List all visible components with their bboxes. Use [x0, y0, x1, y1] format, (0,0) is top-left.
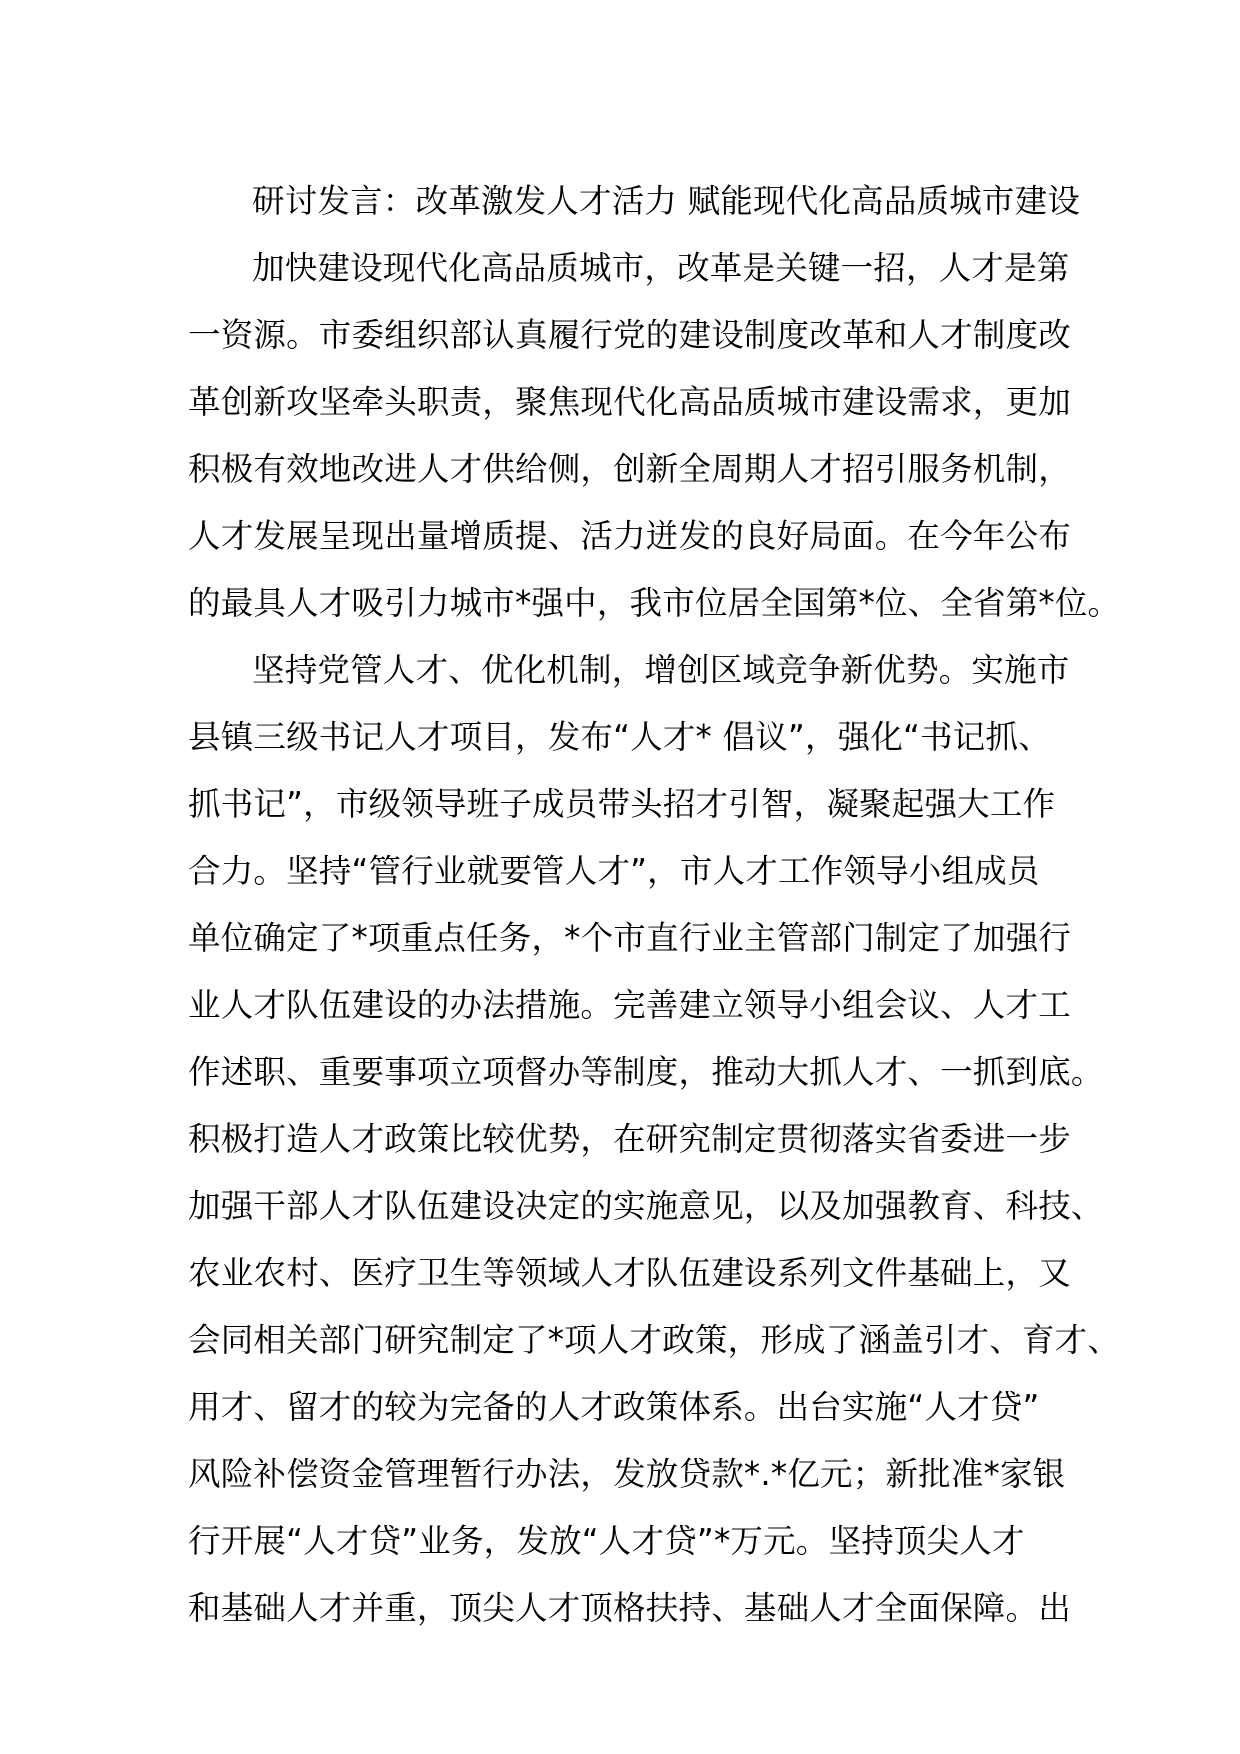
text-line: 坚持党管人才、优化机制，增创区域竞争新优势。实施市 — [252, 651, 1070, 689]
text-line: 抓书记”，市级领导班子成员带头招才引智，凝聚起强大工作 — [188, 785, 1056, 823]
text-line: 积极有效地改进人才供给侧，创新全周期人才招引服务机制， — [188, 450, 1071, 488]
text-line: 风险补偿资金管理暂行办法，发放贷款*.*亿元；新批准*家银 — [188, 1455, 1066, 1493]
text-line: 合力。坚持“管行业就要管人才”，市人才工作领导小组成员 — [188, 852, 1040, 890]
text-line: 行开展“人才贷”业务，发放“人才贷”*万元。坚持顶尖人才 — [188, 1522, 1025, 1560]
text-line: 业人才队伍建设的办法措施。完善建立领导小组会议、人才工 — [188, 986, 1071, 1024]
text-line: 革创新攻坚牵头职责，聚焦现代化高品质城市建设需求，更加 — [188, 383, 1071, 421]
text-line: 作述职、重要事项立项督办等制度，推动大抓人才、一抓到底。 — [188, 1053, 1104, 1091]
paragraph-2 — [188, 637, 1121, 1642]
text-line: 县镇三级书记人才项目，发布“人才* 倡议”，强化“书记抓、 — [188, 718, 1051, 756]
text-line: 的最具人才吸引力城市*强中，我市位居全国第*位、全省第*位。 — [188, 584, 1121, 622]
text-line: 加快建设现代化高品质城市，改革是关键一招，人才是第 — [252, 249, 1070, 287]
text-line: 人才发展呈现出量增质提、活力迸发的良好局面。在今年公布 — [188, 517, 1071, 555]
text-line: 用才、留才的较为完备的人才政策体系。出台实施“人才贷” — [188, 1388, 1040, 1426]
text-line: 会同相关部门研究制定了*项人才政策，形成了涵盖引才、育才、 — [188, 1321, 1121, 1359]
text-line: 单位确定了*项重点任务，*个市直行业主管部门制定了加强行 — [188, 919, 1072, 957]
paragraph-1 — [188, 235, 1121, 637]
text-line: 积极打造人才政策比较优势，在研究制定贯彻落实省委进一步 — [188, 1120, 1071, 1158]
text-line: 一资源。市委组织部认真履行党的建设制度改革和人才制度改 — [188, 316, 1071, 354]
document-title: 研讨发言：改革激发人才活力 赋能现代化高品质城市建设 — [252, 182, 1081, 220]
text-line: 和基础人才并重，顶尖人才顶格扶持、基础人才全面保障。出 — [188, 1589, 1071, 1627]
document-page — [188, 168, 1121, 1642]
text-line: 加强干部人才队伍建设决定的实施意见，以及加强教育、科技、 — [188, 1187, 1104, 1225]
text-line: 农业农村、医疗卫生等领域人才队伍建设系列文件基础上，又 — [188, 1254, 1071, 1292]
